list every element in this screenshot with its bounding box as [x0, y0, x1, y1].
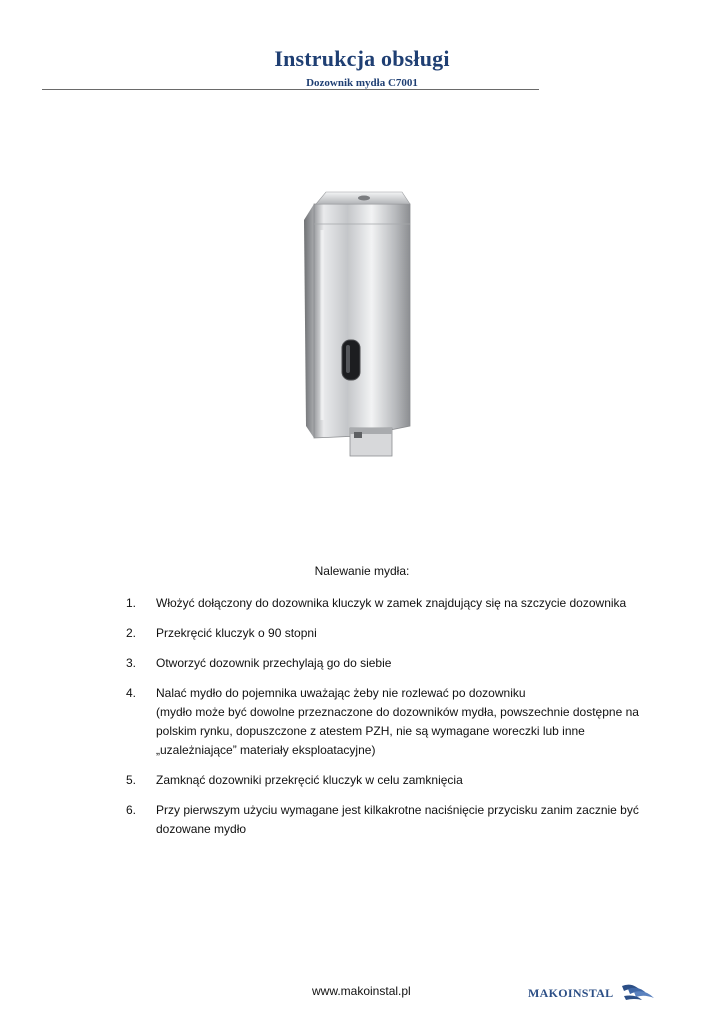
instruction-steps: [126, 594, 666, 850]
document-subtitle: Dozownik mydła C7001: [306, 77, 418, 89]
soap-dispenser-image: [300, 190, 420, 460]
instruction-step-1: [126, 594, 666, 613]
step-number: 2.: [126, 626, 137, 640]
instruction-step-6: [126, 801, 666, 839]
step-text: (mydło może być dowolne przeznaczone do dozowników mydła, powszechnie dostępne na: [156, 705, 639, 719]
footer-website-link[interactable]: www.makoinstal.pl: [312, 984, 411, 998]
step-text: dozowane mydło: [156, 822, 247, 836]
step-number: 4.: [126, 686, 137, 700]
step-text: Nalać mydło do pojemnika uważając żeby nie rozlewać po dozowniku: [156, 686, 526, 700]
step-number: 1.: [126, 596, 137, 610]
step-text: „uzależniające” materiały eksploatacyjne): [156, 743, 376, 757]
step-text: Zamknąć dozowniki przekręcić kluczyk w celu zamknięcia: [156, 773, 463, 787]
step-number: 5.: [126, 773, 137, 787]
step-text: Włożyć dołączony do dozownika kluczyk w zamek znajdujący się na szczycie dozownika: [156, 596, 627, 610]
makoinstal-logo: [528, 980, 658, 1004]
instruction-step-4: [126, 684, 666, 760]
step-text: polskim rynku, dopuszczone z atestem PZH, nie są wymagane woreczki lub inne: [156, 724, 585, 738]
instruction-step-3: [126, 654, 666, 673]
document-title: Instrukcja obsługi: [274, 46, 450, 71]
step-number: 3.: [126, 656, 137, 670]
instruction-step-5: [126, 771, 666, 790]
step-text: Otworzyć dozownik przechylają go do siebie: [156, 656, 392, 670]
logo-text: MAKOINSTAL: [528, 986, 614, 1000]
header-divider: [42, 89, 539, 90]
section-heading: Nalewanie mydła:: [314, 564, 410, 578]
step-number: 6.: [126, 803, 137, 817]
logo-wave-icon: [622, 985, 654, 1000]
step-text: Przy pierwszym użyciu wymagane jest kilkakrotne naciśnięcie przycisku zanim zacznie być: [156, 803, 639, 817]
step-text: Przekręcić kluczyk o 90 stopni: [156, 626, 317, 640]
instruction-step-2: [126, 624, 666, 643]
